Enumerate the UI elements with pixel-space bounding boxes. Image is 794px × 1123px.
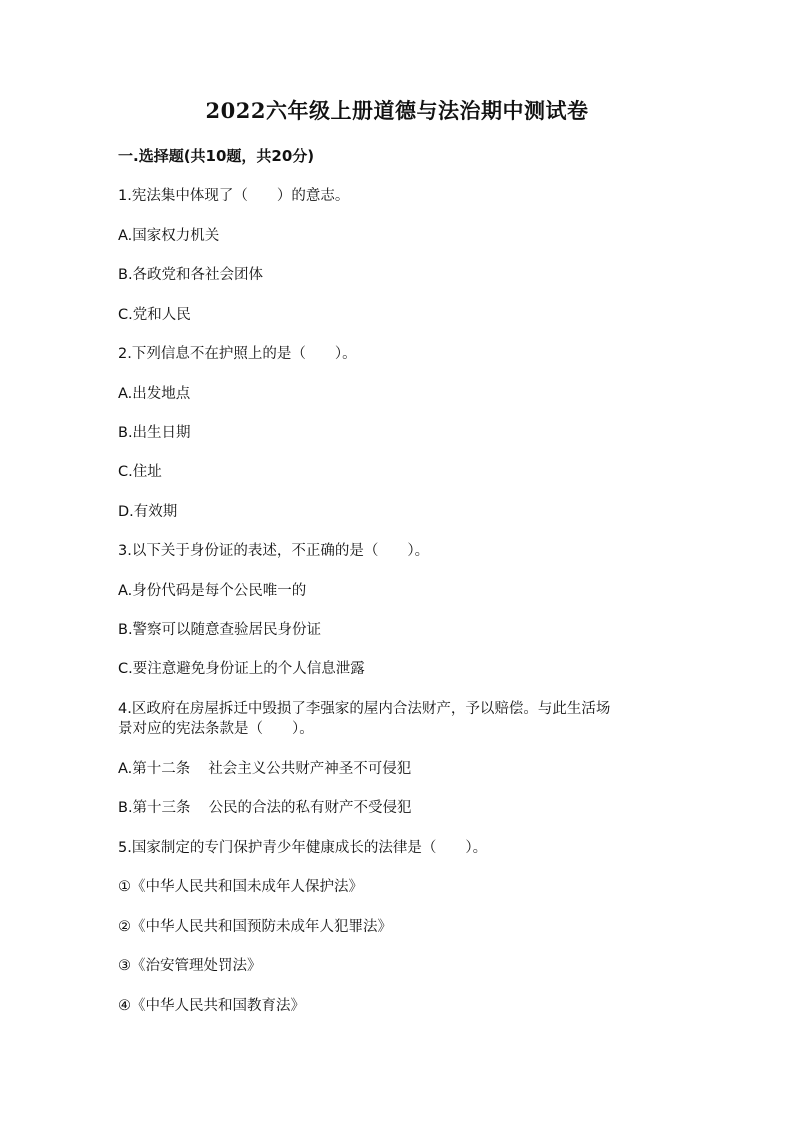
question-3-option-c: C.要注意避免身份证上的个人信息泄露: [118, 661, 365, 677]
question-4-option-b-text: 公民的合法的私有财产不受侵犯: [208, 800, 412, 816]
question-3-stem: 3.以下关于身份证的表述，不正确的是（ ）。: [118, 543, 430, 559]
question-4-option-a-article: A.第十二条: [118, 761, 191, 777]
question-5-item-2: ②《中华人民共和国预防未成年人犯罪法》: [118, 919, 392, 935]
question-5-item-1: ①《中华人民共和国未成年人保护法》: [118, 879, 363, 895]
question-4-stem-line-1: 4.区政府在房屋拆迁中毁损了李强家的屋内合法财产，予以赔偿。与此生活场: [118, 701, 611, 717]
question-4-option-b: [118, 797, 678, 819]
question-4-stem-line-2: 景对应的宪法条款是（ ）。: [118, 721, 314, 737]
page-title: 2022六年级上册道德与法治期中测试卷: [205, 98, 589, 123]
question-5-stem: 5.国家制定的专门保护青少年健康成长的法律是（ ）。: [118, 840, 488, 856]
question-2-stem: 2.下列信息不在护照上的是（ ）。: [118, 346, 357, 362]
question-1-option-a: A.国家权力机关: [118, 228, 220, 244]
section-heading: 一.选择题(共10题，共20分): [118, 147, 315, 165]
question-2-option-c: C.住址: [118, 464, 162, 480]
question-3-option-b: B.警察可以随意查验居民身份证: [118, 622, 322, 638]
question-4-option-a: [118, 758, 678, 780]
question-4-option-a-text: 社会主义公共财产神圣不可侵犯: [208, 761, 412, 777]
question-5-item-3: ③《治安管理处罚法》: [118, 958, 262, 974]
question-2-option-b: B.出生日期: [118, 425, 191, 441]
question-1-stem: 1.宪法集中体现了（ ）的意志。: [118, 188, 350, 204]
question-3-option-a: A.身份代码是每个公民唯一的: [118, 583, 307, 599]
question-4-option-b-article: B.第十三条: [118, 800, 191, 816]
question-1-option-b: B.各政党和各社会团体: [118, 267, 264, 283]
question-5-item-4: ④《中华人民共和国教育法》: [118, 998, 305, 1014]
question-1-option-c: C.党和人民: [118, 307, 191, 323]
question-2-option-a: A.出发地点: [118, 386, 191, 402]
question-2-option-d: D.有效期: [118, 504, 178, 520]
